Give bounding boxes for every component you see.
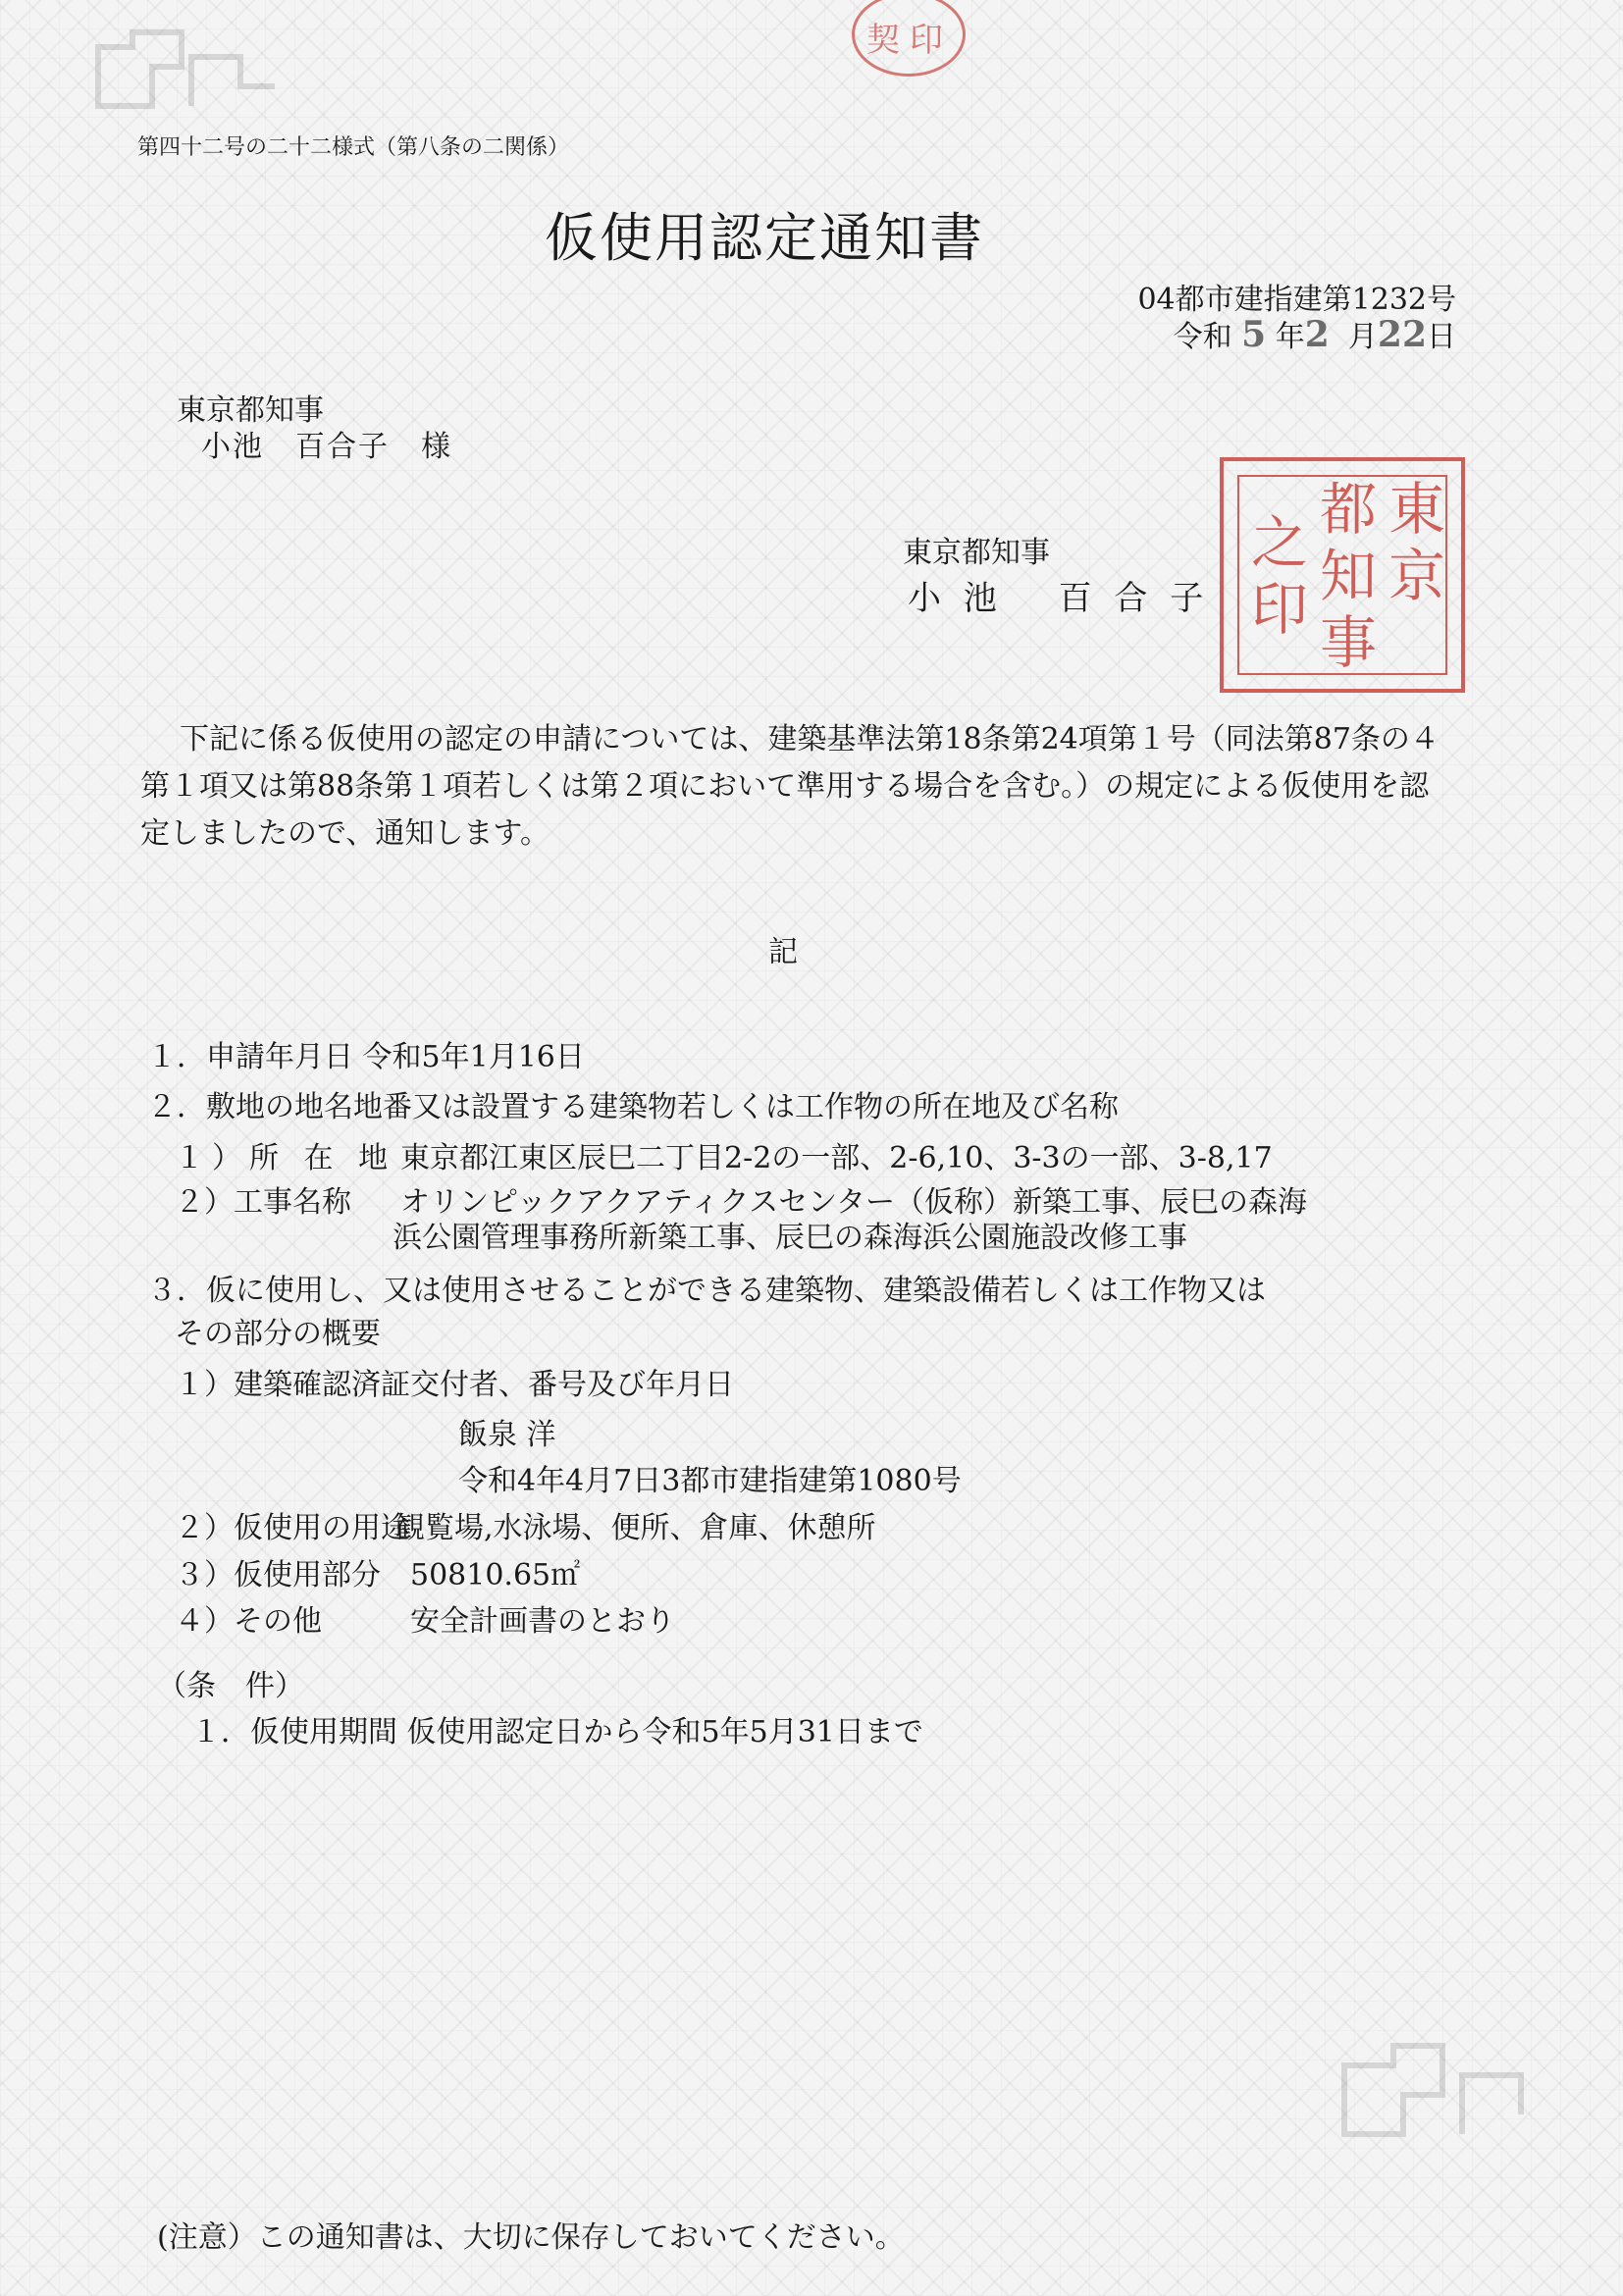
footer-note: (注意）この通知書は、大切に保存しておいてください。 bbox=[157, 2220, 905, 2255]
watermark-pattern bbox=[1335, 2036, 1531, 2144]
confirmation-issuer-name: 飯泉 洋 bbox=[458, 1418, 556, 1452]
seal-glyph: 印 bbox=[910, 21, 943, 60]
date-month: 2 bbox=[1304, 314, 1330, 355]
watermark-pattern bbox=[93, 27, 280, 116]
record-heading: 記 bbox=[768, 935, 798, 969]
date-year-unit: 年 bbox=[1275, 320, 1305, 354]
addressee-name: 小池 百合子 様 bbox=[201, 430, 452, 464]
date-era: 令和 bbox=[1173, 320, 1232, 354]
addressee-title: 東京都知事 bbox=[177, 393, 324, 428]
item-overview-heading: ３．仮に使用し、又は使用させることができる建築物、建築設備若しくは工作物又は bbox=[147, 1274, 1266, 1308]
item-label: １．仮使用期間 bbox=[191, 1715, 397, 1749]
date-year: 5 bbox=[1241, 314, 1267, 355]
conditions-heading: （条 件） bbox=[157, 1669, 304, 1703]
seal-glyph: 都 bbox=[1320, 476, 1378, 543]
item-application-date bbox=[147, 1032, 585, 1075]
document-number: 04都市建指建第1232号 bbox=[1137, 283, 1456, 317]
item-value: 50810.65㎡ bbox=[410, 1558, 581, 1592]
seal-glyph: 事 bbox=[1320, 609, 1378, 676]
condition-period bbox=[191, 1707, 923, 1750]
item-label: ４）その他 bbox=[175, 1604, 322, 1639]
seal-glyph: 京 bbox=[1388, 543, 1446, 609]
item-site-heading: ２．敷地の地名地番又は設置する建築物若しくは工作物の所在地及び名称 bbox=[147, 1090, 1119, 1124]
date-month-unit: 月 bbox=[1347, 320, 1378, 354]
item-value: 仮使用認定日から令和5年5月31日まで bbox=[406, 1715, 923, 1749]
date-day-unit: 日 bbox=[1427, 320, 1456, 354]
item-value: 観覧場,水泳場、便所、倉庫、休憩所 bbox=[395, 1511, 876, 1545]
item-label: ３）仮使用部分 bbox=[175, 1558, 381, 1592]
item-confirmation-issuer: １）建築確認済証交付者、番号及び年月日 bbox=[175, 1368, 734, 1402]
seal-glyph: 契 bbox=[866, 21, 900, 60]
item-other bbox=[175, 1596, 675, 1640]
item-label: １）所 在 地 bbox=[175, 1141, 396, 1175]
body-paragraph: 下記に係る仮使用の認定の申請については、建築基準法第18条第24項第１号（同法第87条の４第１項又は第88条第１項若しくは第２項において準用する場合を含む。）の規定による仮使用を認定しましたので、通知します。 bbox=[140, 722, 1440, 851]
item-project-name-continued: 浜公園管理事務所新築工事、辰巳の森海浜公園施設改修工事 bbox=[393, 1221, 1187, 1255]
confirmation-cert-number: 令和4年4月7日3都市建指建第1080号 bbox=[458, 1464, 962, 1498]
item-value: 東京都江東区辰巳二丁目2-2の一部、2-6,10、3-3の一部、3-8,17 bbox=[400, 1141, 1273, 1175]
document-title: 仮使用認定通知書 bbox=[545, 207, 984, 269]
seal-glyph: 東 bbox=[1388, 476, 1446, 543]
seal-glyph: 之 bbox=[1251, 509, 1309, 576]
item-label: １．申請年月日 bbox=[147, 1040, 353, 1074]
item-label: ２）工事名称 bbox=[175, 1185, 351, 1220]
seal-glyph: 知 bbox=[1320, 543, 1378, 609]
item-label: ２）仮使用の用途 bbox=[175, 1511, 410, 1545]
official-seal-stamp bbox=[1220, 457, 1465, 693]
item-value: 令和5年1月16日 bbox=[362, 1040, 585, 1074]
top-seal-stamp bbox=[852, 0, 966, 77]
issuer-title: 東京都知事 bbox=[903, 536, 1050, 570]
item-usage bbox=[175, 1503, 876, 1546]
item-location bbox=[175, 1133, 1273, 1176]
item-value: オリンピックアクアティクスセンター（仮称）新築工事、辰巳の森海 bbox=[400, 1185, 1307, 1220]
item-value: 安全計画書のとおり bbox=[410, 1604, 675, 1639]
item-overview-heading-continued: その部分の概要 bbox=[175, 1317, 381, 1351]
form-label: 第四十二号の二十二様式（第八条の二関係） bbox=[137, 135, 570, 160]
item-area bbox=[175, 1550, 580, 1593]
issue-date bbox=[1174, 312, 1456, 355]
date-day: 22 bbox=[1377, 314, 1427, 355]
seal-glyph: 印 bbox=[1251, 576, 1309, 643]
issuer-name: 小 池 百 合 子 bbox=[908, 579, 1210, 618]
